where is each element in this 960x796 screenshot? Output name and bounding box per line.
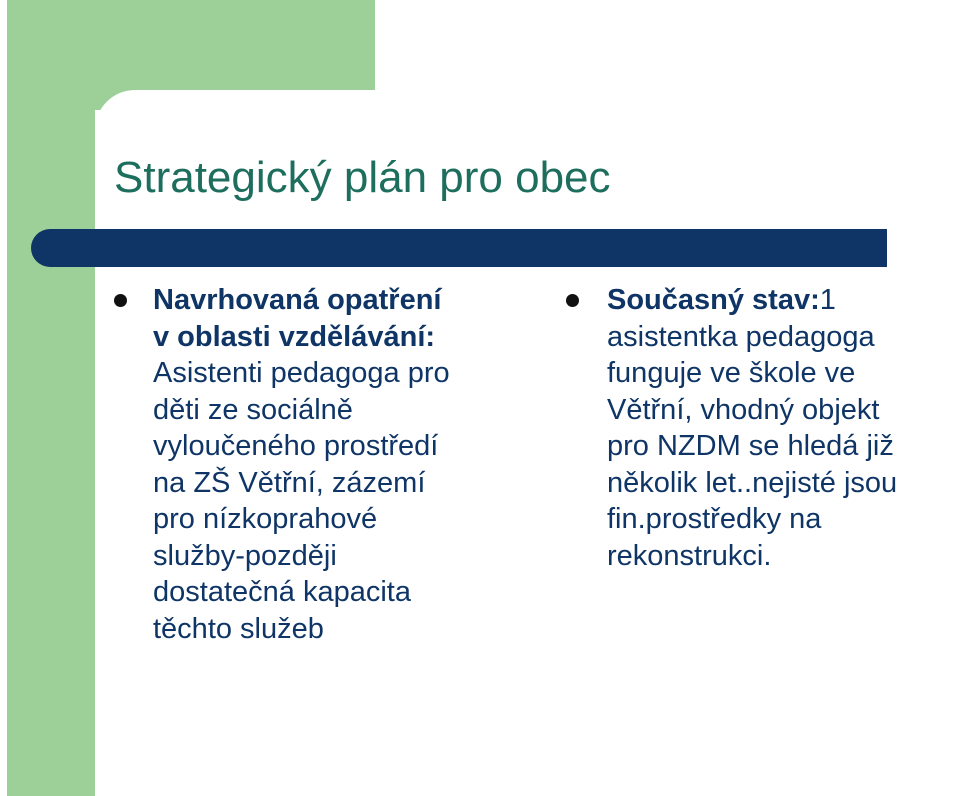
right-body-line-6: fin.prostředky na bbox=[607, 503, 822, 535]
right-heading-line bbox=[607, 282, 897, 319]
left-body-line-3: vyloučeného prostředí bbox=[153, 430, 439, 462]
left-bullet-text bbox=[153, 282, 450, 647]
decorative-green-block-left bbox=[7, 0, 95, 796]
right-body-line-4: pro NZDM se hledá již bbox=[607, 430, 894, 462]
left-body-line-1: Asistenti pedagoga pro bbox=[153, 357, 450, 389]
right-body-line-2: funguje ve škole ve bbox=[607, 357, 856, 389]
right-body-line-5: několik let..nejisté jsou bbox=[607, 466, 898, 499]
left-body-line-2: děti ze sociálně bbox=[153, 393, 353, 426]
left-heading-line-1: Navrhovaná opatření bbox=[153, 284, 442, 316]
right-bullet-text bbox=[607, 282, 897, 574]
left-body-line-8: těchto služeb bbox=[153, 612, 324, 645]
left-body-line-7: dostatečná kapacita bbox=[153, 576, 411, 608]
left-body-line-4: na ZŠ Větřní, zázemí bbox=[153, 466, 426, 499]
title-underline-bar bbox=[31, 229, 887, 267]
slide-title: Strategický plán pro obec bbox=[114, 153, 611, 202]
right-body-line-3: Větřní, vhodný objekt bbox=[607, 393, 880, 426]
right-heading-label: Současný stav: bbox=[607, 284, 820, 316]
left-body-line-6: služby-později bbox=[153, 539, 337, 572]
right-body-line-1: asistentka pedagoga bbox=[607, 320, 875, 353]
right-body-line-7: rekonstrukci. bbox=[607, 539, 772, 572]
right-heading-tail: 1 bbox=[819, 284, 836, 316]
bullet-dot-icon bbox=[114, 294, 127, 307]
left-heading-line-2: v oblasti vzdělávání: bbox=[153, 320, 436, 353]
bullet-dot-icon bbox=[566, 294, 579, 307]
left-body-line-5: pro nízkoprahové bbox=[153, 503, 378, 535]
